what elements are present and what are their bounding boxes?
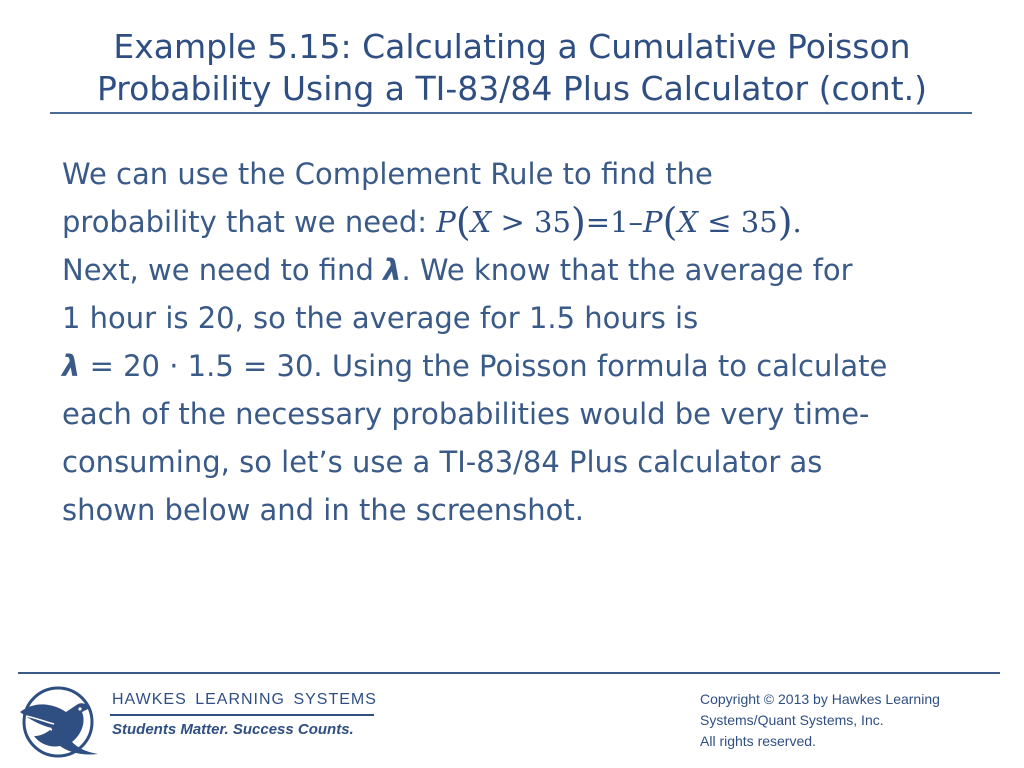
formula-open-paren-2: (	[662, 200, 678, 244]
formula-35: 35	[534, 205, 571, 239]
eagle-icon	[16, 682, 104, 760]
formula-le: ≤	[707, 205, 732, 239]
footer-divider	[18, 672, 1000, 674]
formula-eq: =	[585, 205, 611, 239]
body-line-6: each of the necessary probabilities would be very time-	[62, 397, 870, 431]
formula-one: 1	[610, 205, 629, 239]
formula-gt: >	[500, 205, 525, 239]
lambda-symbol-2: λ	[62, 349, 81, 383]
body-line-5	[62, 342, 982, 390]
body-line-1: We can use the Complement Rule to find the	[62, 157, 713, 191]
body-line-2	[62, 198, 982, 246]
brand-tagline: Students Matter. Success Counts.	[112, 721, 354, 738]
slide-body	[62, 150, 982, 534]
title-divider	[50, 112, 972, 114]
formula-open-paren: (	[455, 200, 471, 244]
body-line-7: consuming, so let’s use a TI-83/84 Plus calculator as	[62, 445, 823, 479]
formula-close-paren-2: )	[777, 200, 793, 244]
body-line-4: 1 hour is 20, so the average for 1.5 hours is	[62, 301, 699, 335]
body-line-3	[62, 246, 982, 294]
brand-divider	[110, 714, 374, 716]
formula-close-paren: )	[570, 200, 586, 244]
formula-p-2: P	[643, 205, 663, 239]
formula-x-2: X	[677, 205, 699, 239]
copyright-line-2: Systems/Quant Systems, Inc.	[700, 712, 884, 728]
slide-title	[40, 26, 984, 110]
lambda-symbol: λ	[383, 253, 402, 287]
copyright-notice	[700, 689, 1010, 752]
body-line-5-post: = 20 · 1.5 = 30. Using the Poisson formula to calculate	[80, 349, 888, 383]
formula-x: X	[470, 205, 492, 239]
body-line-2-text: probability that we need:	[62, 205, 437, 239]
slide-title-line1: Example 5.15: Calculating a Cumulative Poisson	[113, 27, 911, 66]
complement-formula	[436, 200, 802, 244]
body-line-3-pre: Next, we need to find	[62, 253, 384, 287]
body-line-8: shown below and in the screenshot.	[62, 493, 584, 527]
body-line-3-post: . We know that the average for	[401, 253, 853, 287]
formula-p: P	[436, 205, 456, 239]
copyright-line-3: All rights reserved.	[700, 733, 816, 749]
brand-name: HAWKES LEARNING SYSTEMS	[112, 691, 377, 708]
formula-35-2: 35	[740, 205, 778, 239]
formula-period: .	[792, 205, 802, 239]
formula-minus: –	[628, 205, 644, 239]
copyright-line-1: Copyright © 2013 by Hawkes Learning	[700, 691, 940, 707]
slide-title-line2: Probability Using a TI-83/84 Plus Calculator (cont.)	[96, 69, 928, 108]
